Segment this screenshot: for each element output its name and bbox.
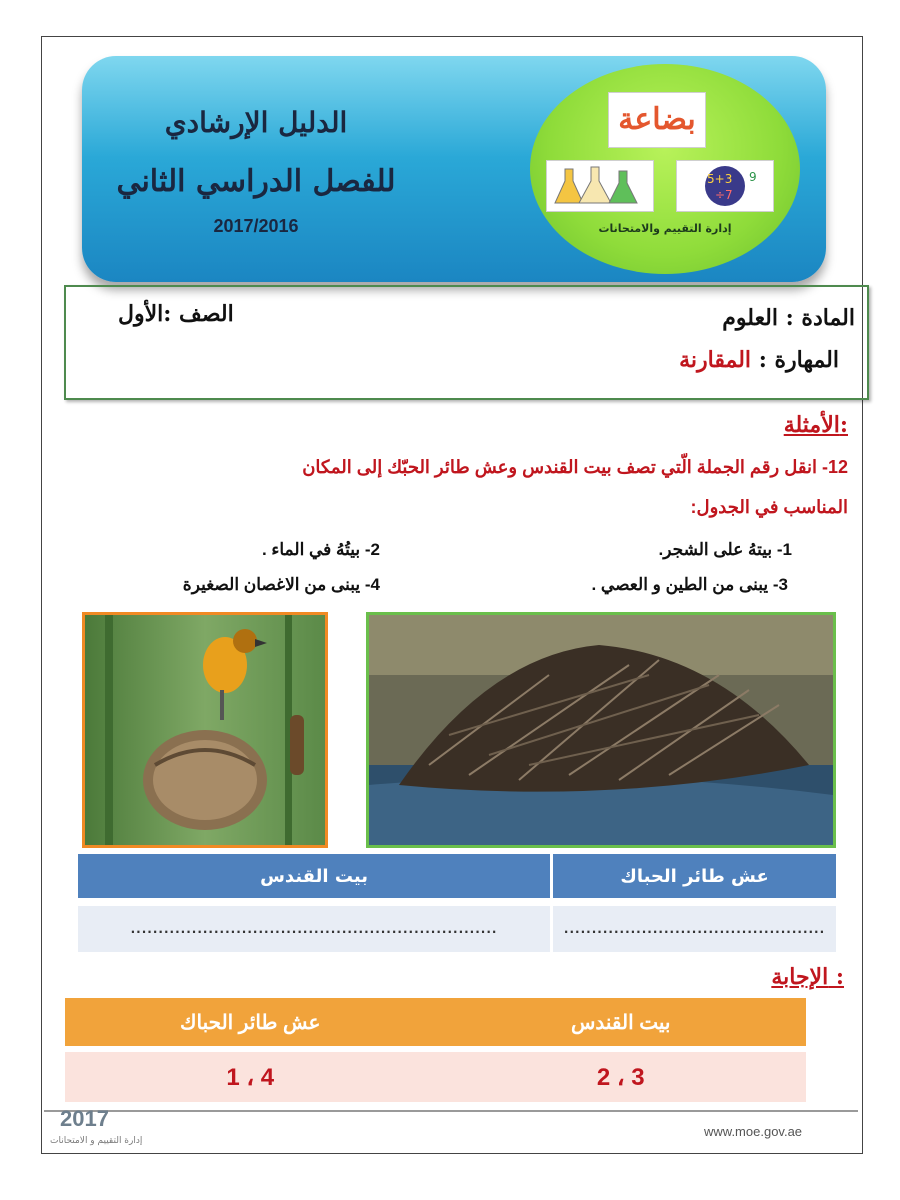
logo-word-box <box>608 92 706 148</box>
grade-label: الصف :الأول <box>118 301 234 327</box>
statement-3: 3- يبنى من الطين و العصي . <box>591 575 788 594</box>
beaver-lodge-photo <box>366 612 836 848</box>
lab-flasks-icon <box>546 160 654 212</box>
question-text: انقل رقم الجملة الّتي تصف بيت القندس وعش طائر الحبّك إلى المكان <box>302 457 817 477</box>
answer-table <box>62 998 806 1102</box>
weaver-bird-nest-photo <box>82 612 328 848</box>
statement-4: 4- يبنى من الاغصان الصغيرة <box>182 575 380 594</box>
footer-divider <box>44 1110 858 1112</box>
question-line1 <box>302 457 848 478</box>
svg-text:÷7: ÷7 <box>715 188 733 202</box>
blank-beaver-home: .................................................................. <box>78 906 552 952</box>
statement-1: 1- بيتهُ على الشجر. <box>658 540 792 559</box>
answer-header-beaver-home: بيت القندس <box>435 998 806 1046</box>
header-beaver-home: بيت القندس <box>78 854 552 898</box>
logo-word: بضاعة <box>618 102 696 137</box>
header-weaver-nest: عش طائر الحباك <box>552 854 836 898</box>
question-line2: المناسب في الجدول: <box>690 497 848 517</box>
blank-weaver-nest: ............................................... <box>552 906 836 952</box>
answer-header-weaver-nest: عش طائر الحباك <box>64 998 436 1046</box>
svg-text:9: 9 <box>749 170 757 184</box>
banner-title-line1: الدليل الإرشادي <box>164 106 348 139</box>
header-banner <box>82 56 826 282</box>
statement-2: 2- بيتُهُ في الماء . <box>261 540 380 559</box>
math-symbols-icon <box>676 160 774 212</box>
footer-year: 2017 <box>60 1106 109 1131</box>
skill-value: المقارنة <box>679 347 752 373</box>
svg-text:5+3: 5+3 <box>707 172 733 186</box>
answer-heading: الإجابة : <box>771 964 844 990</box>
logo-caption: إدارة التقييم والامتحانات <box>598 222 732 235</box>
skill-prefix: المهارة : <box>751 347 839 373</box>
question-number: 12- <box>821 457 848 477</box>
blank-comparison-table <box>78 854 836 952</box>
subject-label: المادة : العلوم <box>722 305 855 331</box>
banner-year: 2017/2016 <box>213 216 299 236</box>
info-box <box>64 285 869 400</box>
answer-beaver-home: 2 ، 3 <box>435 1052 806 1102</box>
footer-caption: إدارة التقييم و الامتحانات <box>50 1136 143 1146</box>
footer-url: www.moe.gov.ae <box>704 1124 803 1139</box>
banner-title-line2: للفصل الدراسي الثاني <box>116 164 396 199</box>
answer-weaver-nest: 1 ، 4 <box>64 1052 436 1102</box>
skill-label <box>679 347 839 373</box>
examples-heading: الأمثلة: <box>783 412 848 438</box>
